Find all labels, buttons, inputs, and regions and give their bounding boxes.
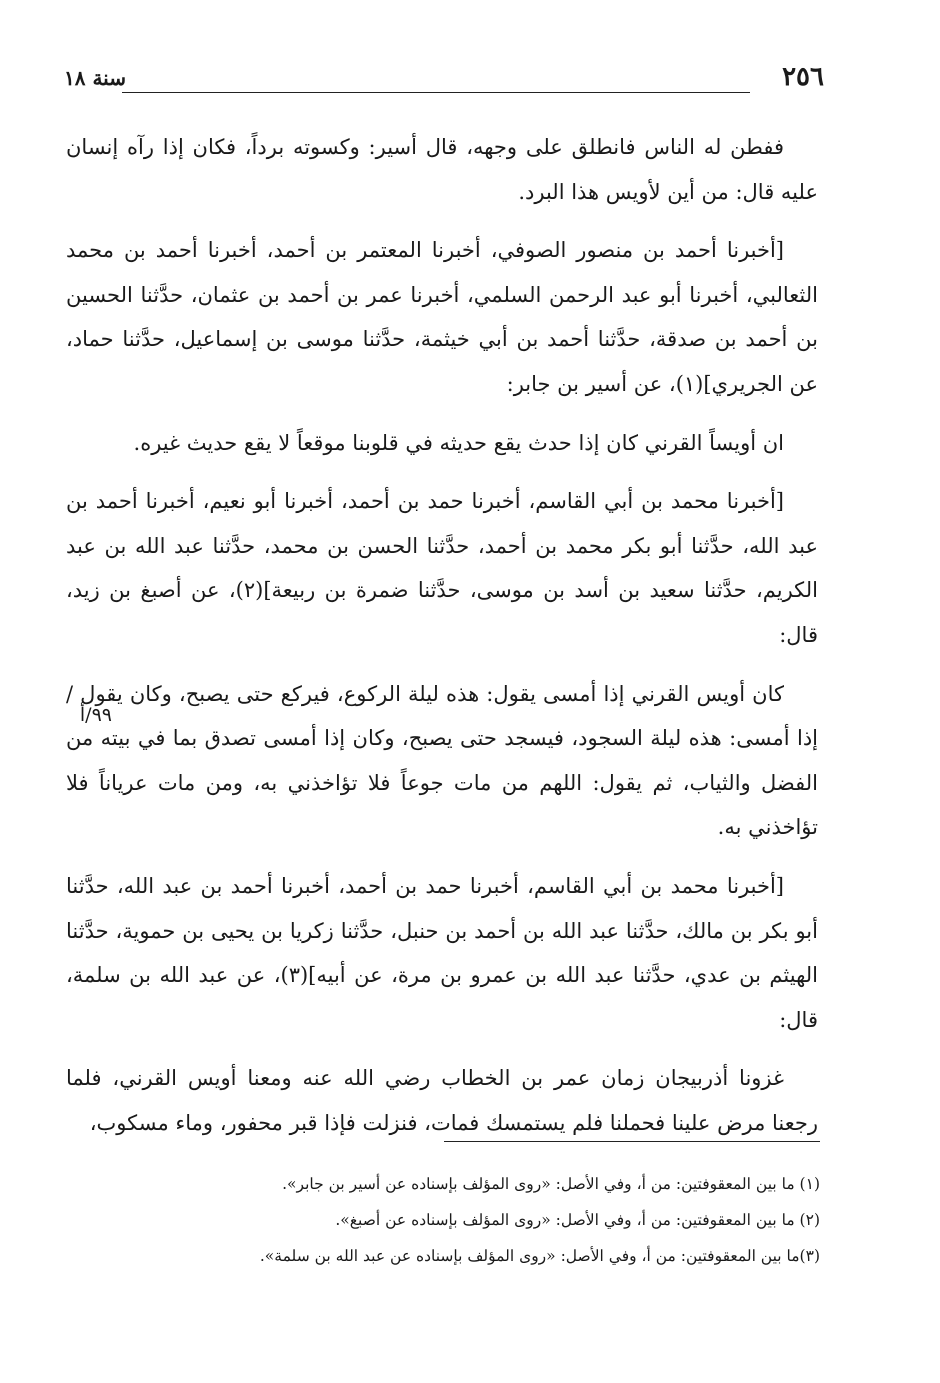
narration-paragraph: ففطن له الناس فانطلق على وجهه، قال أسير: وكسوته برداً، فكان إذا رآه إنسان عليه قال: من أين لأويس هذا البرد. [66, 135, 818, 204]
manuscript-folio-note: ٩٩/أ [79, 704, 112, 726]
running-header [64, 62, 824, 106]
footnote: (٢) ما بين المعقوفتين: من أ، وفي الأصل: «روى المؤلف بإسناده عن أصبغ». [335, 1211, 820, 1229]
page-number: ٢٥٦ [782, 62, 824, 92]
header-rule [122, 92, 750, 93]
isnad-paragraph: [أخبرنا محمد بن أبي القاسم، أخبرنا حمد بن أحمد، أخبرنا أحمد بن عبد الله، حدَّثنا أبو بكر بن مالك، حدَّثنا عبد الله بن أحمد بن حنبل، حدَّثنا زكريا بن يحيى بن حموية، حدَّثنا الهيثم بن عدي، حدَّثنا عبد الله بن عمرو بن مرة، عن أبيه](٣)، عن عبد الله بن سلمة، قال: [66, 873, 818, 1032]
footnote: (١) ما بين المعقوفتين: من أ، وفي الأصل: «روى المؤلف بإسناده عن أسير بن جابر». [282, 1175, 820, 1193]
narration-paragraph: غزونا أذربيجان زمان عمر بن الخطاب رضي الله عنه ومعنا أويس القرني، فلما رجعنا مرض علينا فحملنا فلم يستمسك فمات، فنزلت فإذا قبر محفور، وماء مسكوب، [66, 1066, 818, 1135]
footnotes [190, 1166, 820, 1274]
footnote-separator [444, 1141, 820, 1142]
main-text [66, 125, 818, 1159]
footnote: (٣)ما بين المعقوفتين: من أ، وفي الأصل: «روى المؤلف بإسناده عن عبد الله بن سلمة». [259, 1247, 820, 1265]
isnad-paragraph: [أخبرنا محمد بن أبي القاسم، أخبرنا حمد بن أحمد، أخبرنا أبو نعيم، أخبرنا أحمد بن عبد الله، حدَّثنا أبو بكر محمد بن أحمد، حدَّثنا الحسن بن محمد، حدَّثنا عبد الله بن عبد الكريم، حدَّثنا سعيد بن أسد بن موسى، حدَّثنا ضمرة بن ربيعة](٢)، عن أصبغ بن زيد، قال: [66, 489, 818, 647]
year-label: سنة ١٨ [64, 66, 126, 90]
narration-paragraph: ان أويساً القرني كان إذا حدث يقع حديثه في قلوبنا موقعاً لا يقع حديث غيره. [133, 430, 784, 455]
narration-paragraph: كان أويس القرني إذا أمسى يقول: هذه ليلة الركوع، فيركع حتى يصبح، وكان يقول / إذا أمسى: هذه ليلة السجود، فيسجد حتى يصبح، وكان إذا أمسى تصدق بما في بيته من الفضل والثياب، ثم يقول: اللهم من مات جوعاً فلا تؤاخذني به، ومن مات عرياناً فلا تؤاخذني به. [66, 681, 818, 840]
isnad-paragraph: [أخبرنا أحمد بن منصور الصوفي، أخبرنا المعتمر بن أحمد، أخبرنا أحمد بن محمد الثعالبي، أخبرنا أبو عبد الرحمن السلمي، أخبرنا عمر بن أحمد بن عثمان، حدَّثنا الحسين بن أحمد بن صدقة، حدَّثنا أحمد بن أبي خيثمة، حدَّثنا موسى بن إسماعيل، حدَّثنا حماد، عن الجريري](١)، عن أسير بن جابر: [66, 238, 818, 396]
